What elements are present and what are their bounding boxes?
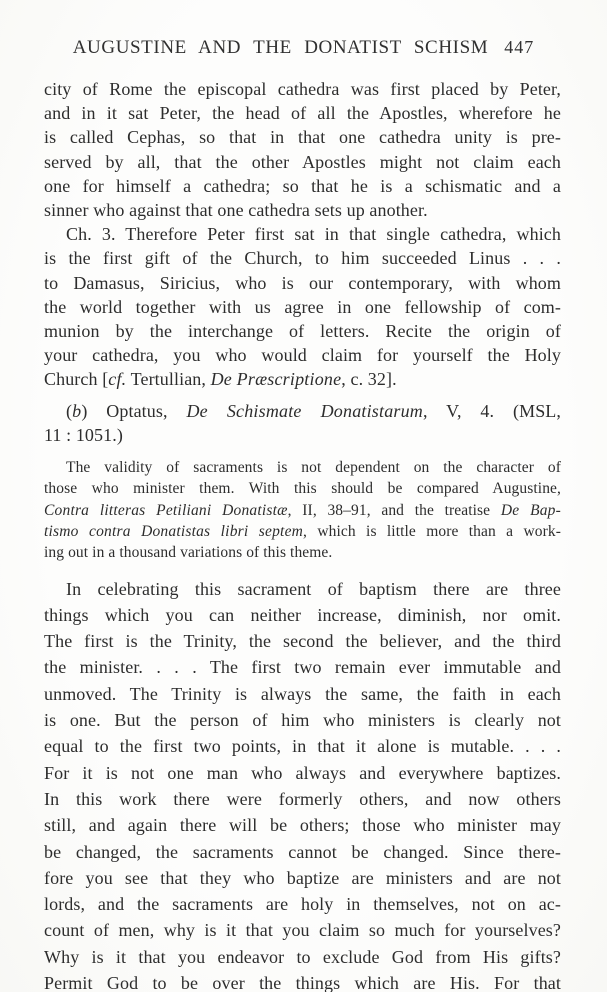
text-line: sinner who against that one cathedra sets up another. — [44, 200, 428, 221]
text-line: Church [cf. Tertullian, De Præscriptione, c. 32]. — [44, 369, 397, 390]
text-block — [44, 77, 561, 992]
text-line: ing out in a thousand variations of this theme. — [44, 544, 333, 562]
text-line: fore you see that they who baptize are ministers and are not — [44, 867, 561, 888]
text-line: For it is not one man who always and everywhere baptizes. — [44, 762, 561, 783]
text-line: is called Cephas, so that in that one cathedra unity is pre- — [44, 127, 561, 148]
text-line: count of men, why is it that you claim so much for yourselves? — [44, 920, 561, 941]
running-header — [0, 37, 607, 59]
text-line: Permit God to be over the things which are His. For that — [44, 972, 561, 992]
text-line: to Damasus, Siricius, who is our contemporary, with whom — [44, 272, 561, 293]
text-line: The validity of sacraments is not dependent on the character of — [66, 459, 561, 477]
text-line: city of Rome the episcopal cathedra was first placed by Peter, — [44, 79, 561, 99]
paragraph-continuation — [44, 77, 561, 222]
paragraph-optatus-citation — [44, 399, 561, 447]
text-line: your cathedra, you who would claim for yourself the Holy — [44, 345, 561, 366]
text-line: the world together with us agree in one fellowship of com- — [44, 296, 561, 317]
text-line: The first is the Trinity, the second the believer, and the third — [44, 631, 561, 652]
running-head-title: AUGUSTINE AND THE DONATIST SCHISM — [72, 37, 489, 58]
text-line: one for himself a cathedra; so that he is a schismatic and a — [44, 175, 561, 196]
text-line: Ch. 3. Therefore Peter first sat in that single cathedra, which — [66, 224, 561, 245]
text-line: 11 : 1051.) — [44, 424, 123, 445]
text-line: and in it sat Peter, the head of all the Apostles, wherefore he — [44, 103, 561, 124]
page-number: 447 — [504, 37, 535, 57]
text-line: In this work there were formerly others, and now others — [44, 788, 561, 809]
text-line: the minister. . . . The first two remain ever immutable and — [44, 657, 561, 678]
paragraph-chapter-3 — [44, 222, 561, 391]
text-line: Why is it that you endeavor to exclude God from His gifts? — [44, 946, 561, 967]
text-line: (b) Optatus, De Schismate Donatistarum, V, 4. (MSL, — [66, 400, 562, 421]
text-line: munion by the interchange of letters. Recite the origin of — [44, 321, 561, 342]
text-line: be changed, the sacraments cannot be changed. Since there- — [44, 841, 561, 862]
text-line: served by all, that the other Apostles might not claim each — [44, 151, 561, 172]
text-line: unmoved. The Trinity is always the same, the faith in each — [44, 683, 561, 704]
text-line: tismo contra Donatistas libri septem, which is little more than a work- — [44, 522, 561, 540]
text-line: is the first gift of the Church, to him succeeded Linus . . . — [44, 248, 561, 269]
text-line: equal to the first two points, in that it alone is mutable. . . . — [44, 736, 561, 757]
text-line: Contra litteras Petiliani Donatistæ, II, 38–91, and the treatise De Bap- — [44, 501, 561, 519]
text-line: still, and again there will be others; those who minister may — [44, 815, 561, 836]
text-line: lords, and the sacraments are holy in themselves, not on ac- — [44, 894, 561, 915]
paragraph-baptism-quotation — [44, 576, 561, 992]
text-line: things which you can neither increase, diminish, nor omit. — [44, 604, 561, 625]
text-line: In celebrating this sacrament of baptism there are three — [66, 578, 561, 599]
text-line: those who minister them. With this should be compared Augustine, — [44, 480, 561, 498]
paragraph-editorial-note — [44, 457, 561, 563]
text-line: is one. But the person of him who ministers is clearly not — [44, 710, 561, 731]
